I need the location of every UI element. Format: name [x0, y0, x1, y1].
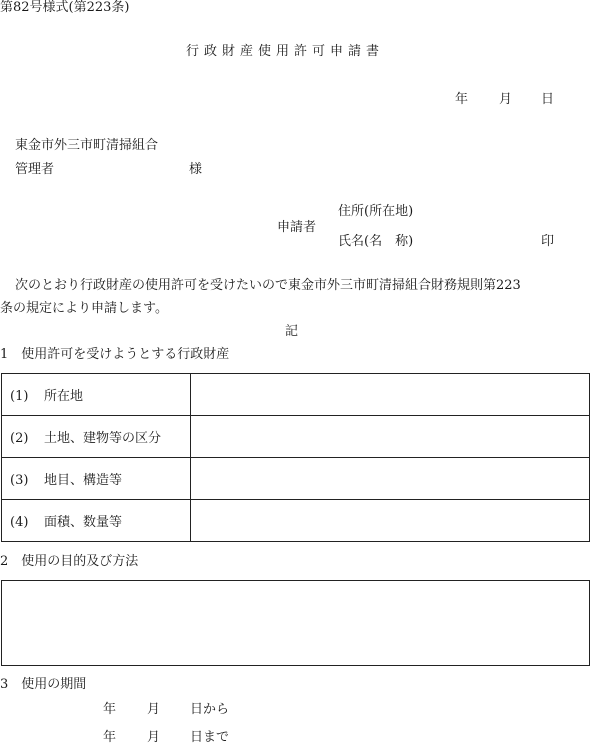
to-day: 日まで — [190, 730, 230, 745]
ki-marker: 記 — [285, 324, 299, 339]
from-year: 年 — [103, 702, 117, 717]
to-month: 月 — [147, 730, 161, 745]
date-day: 日 — [541, 92, 555, 107]
recipient-organization: 東金市外三市町清掃組合 — [15, 138, 159, 153]
from-month: 月 — [147, 702, 161, 717]
location-value-cell[interactable] — [191, 374, 590, 416]
row-number: (4) — [10, 515, 29, 530]
from-day: 日から — [190, 702, 230, 717]
row-label: 土地、建物等の区分 — [44, 431, 162, 446]
table-label-cell — [2, 458, 191, 500]
purpose-method-box[interactable] — [1, 580, 590, 666]
table-label-cell — [2, 416, 191, 458]
body-text-line-1: 次のとおり行政財産の使用許可を受けたいので東金市外三市町清掃組合財務規則第223 — [15, 278, 521, 293]
row-number: (2) — [10, 431, 29, 446]
date-month: 月 — [499, 92, 513, 107]
applicant-name-label: 氏名(名 称) — [338, 234, 414, 249]
seal-mark: 印 — [541, 234, 555, 249]
property-table — [1, 373, 590, 542]
section-1-heading: 1 使用許可を受けようとする行政財産 — [0, 347, 230, 362]
table-row — [2, 458, 590, 500]
area-quantity-value-cell[interactable] — [191, 500, 590, 542]
table-row — [2, 416, 590, 458]
row-label: 地目、構造等 — [44, 473, 123, 488]
to-year: 年 — [103, 730, 117, 745]
date-year: 年 — [455, 92, 469, 107]
row-label: 所在地 — [44, 389, 84, 404]
row-number: (3) — [10, 473, 29, 488]
body-text-line-2: 条の規定により申請します。 — [0, 301, 168, 316]
table-label-cell — [2, 500, 191, 542]
row-label: 面積、数量等 — [44, 515, 123, 530]
table-row — [2, 374, 590, 416]
row-number: (1) — [10, 389, 29, 404]
applicant-address-label: 住所(所在地) — [338, 204, 414, 219]
classification-value-cell[interactable] — [191, 416, 590, 458]
section-2-heading: 2 使用の目的及び方法 — [0, 554, 139, 569]
form-number: 第82号様式(第223条) — [0, 0, 130, 15]
recipient-role: 管理者 — [15, 162, 55, 177]
section-3-heading: 3 使用の期間 — [0, 677, 87, 692]
applicant-heading: 申請者 — [277, 220, 317, 235]
table-row — [2, 500, 590, 542]
table-label-cell — [2, 374, 191, 416]
document-title: 行政財産使用許可申請書 — [186, 44, 385, 59]
recipient-honorific: 様 — [189, 162, 203, 177]
land-structure-value-cell[interactable] — [191, 458, 590, 500]
